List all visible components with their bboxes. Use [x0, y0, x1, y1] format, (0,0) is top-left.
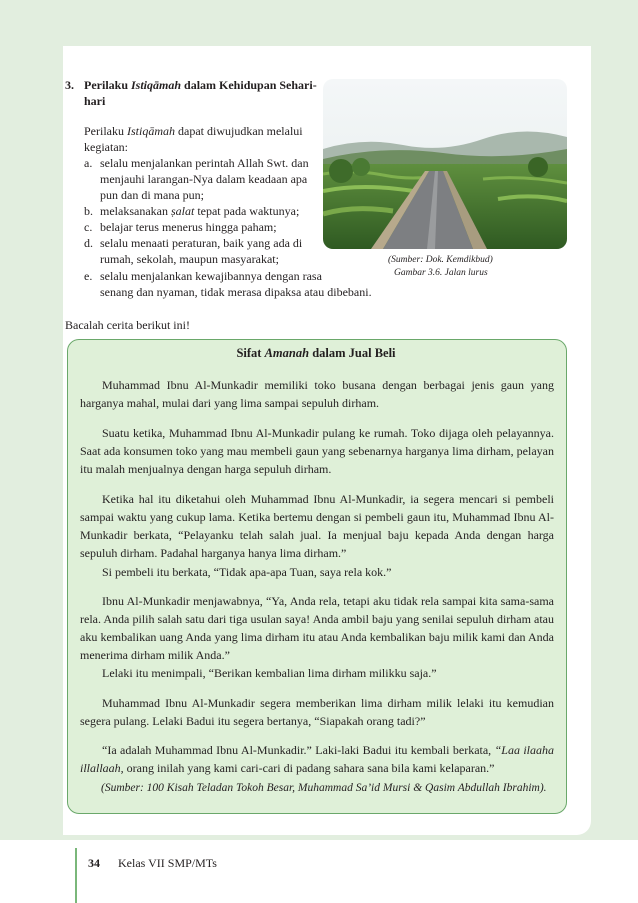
footer-rule: [75, 848, 77, 903]
heading-prefix: Perilaku: [84, 78, 128, 92]
list-marker-d: d.: [84, 236, 93, 250]
road-photo: [323, 79, 567, 249]
story-title: [67, 346, 565, 361]
list-item-a-line2: menjauhi larangan-Nya dalam keadaan apa: [100, 172, 308, 186]
story-paragraph-5: Ibnu Al-Munkadir menjawabnya, “Ya, Anda rela, tetapi aku tidak rela sampai kita sama-sama rela. Anda pilih salah satu dari tiga usulan saya! Anda ambil baju yang senilai sepuluh dirham atau aku kembalikan uang Anda yang lima dirham itu atau Anda kembalikan baju milik kami dan Anda menerima dirham milik Anda.”: [80, 594, 554, 662]
story-paragraph-7: Muhammad Ibnu Al-Munkadir segera memberikan lima dirham milik lelaki itu kemudian segera pulang. Lelaki Badui itu segera bertanya, “Siapakah orang tadi?”: [80, 696, 554, 728]
road-illustration: [323, 79, 567, 249]
section-number: 3.: [65, 78, 74, 92]
top-border: [0, 0, 638, 42]
list-item-d-line1: selalu menaati peraturan, baik yang ada di: [100, 236, 303, 250]
list-marker-e: e.: [84, 269, 93, 283]
heading-term: Istiqāmah: [131, 78, 182, 92]
section-heading: [84, 78, 317, 93]
story-paragraph-2: Suatu ketika, Muhammad Ibnu Al-Munkadir pulang ke rumah. Toko dijaga oleh pelayannya. Saat ada konsumen toko yang mau membeli gaun yang sebenarnya harganya lima dirham, pelayan itu malah menjualnya dengan harga sepuluh dirham.: [80, 426, 554, 476]
intro-suffix: dapat diwujudkan melalui: [178, 124, 303, 138]
list-item-d-line2: rumah, sekolah, maupun masyarakat;: [100, 252, 279, 266]
list-marker-a: a.: [84, 156, 93, 170]
story-title-suffix: dalam Jual Beli: [312, 346, 396, 360]
paragraph-8-italic: “Laa ilaaha illallaah,: [80, 743, 555, 775]
list-item-c: belajar terus menerus hingga paham;: [100, 220, 277, 234]
photo-caption: Gambar 3.6. Jalan lurus: [394, 268, 488, 278]
paragraph-8-suffix: orang inilah yang kami cari-cari di padang sahara sana bila kami kelaparan.”: [126, 761, 495, 775]
story-title-prefix: Sifat: [236, 346, 262, 360]
intro-line-1: [84, 124, 303, 139]
side-border: [601, 42, 638, 903]
intro-line-2: kegiatan:: [84, 140, 128, 154]
story-title-term: Amanah: [264, 346, 310, 360]
list-item-a-line3: pun dan di mana pun;: [100, 188, 204, 202]
list-item-a-line1: selalu menjalankan perintah Allah Swt. dan: [100, 156, 309, 170]
page-number: 34: [88, 856, 100, 870]
story-paragraph-1: Muhammad Ibnu Al-Munkadir memiliki toko busana dengan berbagai jenis gaun yang harganya mahal, mulai dari yang lima sampai sepuluh dirham.: [80, 378, 554, 410]
photo-source: (Sumber: Dok. Kemdikbud): [388, 255, 493, 265]
item-b-term: ṣalat: [170, 204, 195, 218]
footer: [0, 840, 638, 903]
story-source: (Sumber: 100 Kisah Teladan Tokoh Besar, Muhammad Sa’id Mursi & Qasim Abdullah Ibrahim).: [101, 782, 547, 794]
story-paragraph-3: Ketika hal itu diketahui oleh Muhammad Ibnu Al-Munkadir, ia segera mencari si pembeli sampai waktu yang cukup lama. Ketika bertemu dengan si pembeli gaun itu, Muhammad Ibnu Al-Munkadir berkata, “Pelayanku telah salah jual. Ia menjual baju kepada Anda dengan harga sepuluh dirham. Padahal harganya hanya lima dirham.”: [80, 492, 554, 560]
intro-term: Istiqāmah: [127, 124, 175, 138]
list-marker-b: b.: [84, 204, 93, 218]
item-b-prefix: melaksanakan: [100, 204, 168, 218]
intro-prefix: Perilaku: [84, 124, 124, 138]
item-b-suffix: tepat pada waktunya;: [197, 204, 300, 218]
story-paragraph-8: [80, 741, 554, 777]
book-label: Kelas VII SMP/MTs: [118, 856, 217, 870]
section-heading-line2: hari: [84, 94, 106, 108]
list-marker-c: c.: [84, 220, 93, 234]
story-paragraph-6: Lelaki itu menimpali, “Berikan kembalian lima dirham milikku saja.”: [102, 666, 437, 680]
list-item-e-line2: senang dan nyaman, tidak merasa dipaksa atau dibebani.: [100, 285, 372, 299]
list-item-b: [100, 204, 299, 219]
list-item-e-line1: selalu menjalankan kewajibannya dengan rasa: [100, 269, 322, 283]
paragraph-8-prefix: “Ia adalah Muhammad Ibnu Al-Munkadir.” Laki-laki Badui itu kembali berkata,: [102, 743, 492, 757]
story-paragraph-4: Si pembeli itu berkata, “Tidak apa-apa Tuan, saya rela kok.”: [102, 565, 392, 579]
reading-prompt: Bacalah cerita berikut ini!: [65, 318, 190, 332]
heading-suffix: dalam Kehidupan Sehari-: [184, 78, 317, 92]
